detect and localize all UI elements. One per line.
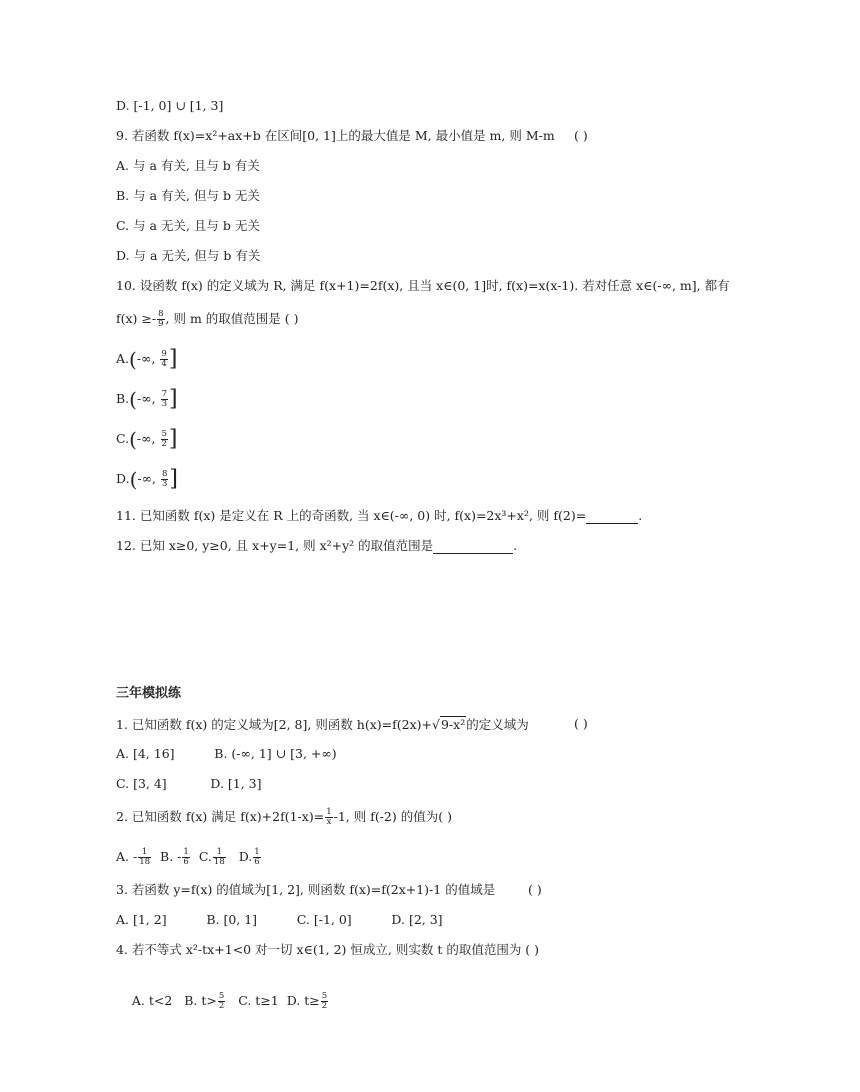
- answer-blank: [433, 541, 513, 554]
- q10-d-prefix: -∞,: [137, 471, 160, 486]
- q9-option-d: D. 与 a 无关, 但与 b 有关: [116, 248, 261, 263]
- close-bracket: ]: [169, 466, 178, 492]
- q10-option-d: [116, 466, 178, 492]
- practice-q4: 4. 若不等式 x²-tx+1<0 对一切 x∈(1, 2) 恒成立, 则实数 t 的取值范围为 ( ): [116, 942, 540, 957]
- s2-c-den: 18: [213, 857, 225, 867]
- open-paren: (: [129, 427, 137, 452]
- s1-answer-paren: ( ): [574, 716, 588, 731]
- s4-d-den: 2: [321, 1001, 328, 1011]
- q10-frac-den: 9: [158, 319, 164, 329]
- q10-d-label: D.: [116, 471, 130, 486]
- q10-frac-num: 8: [158, 309, 164, 319]
- s4-b-frac: [218, 992, 225, 1011]
- s4-cd-text: C. t≥1 D. t≥: [226, 993, 320, 1008]
- q10-c-frac: [161, 430, 168, 449]
- q11-text: 11. 已知函数 f(x) 是定义在 R 上的奇函数, 当 x∈(-∞, 0) 时, f(x)=2x³+x², 则 f(2)=: [116, 508, 587, 523]
- q10-a-num: 9: [161, 349, 167, 359]
- s3-options: A. [1, 2] B. [0, 1] C. [-1, 0] D. [2, 3]: [116, 912, 443, 927]
- s2-d-num: 1: [254, 847, 260, 857]
- q10-b-frac: [161, 390, 168, 409]
- q9-option-b: B. 与 a 有关, 但与 b 无关: [116, 188, 260, 203]
- s1-options-cd: C. [3, 4] D. [1, 3]: [116, 776, 262, 791]
- q10-a-frac: [160, 350, 167, 369]
- question-9: [116, 128, 555, 144]
- s4-d-frac: [321, 992, 328, 1011]
- close-bracket: ]: [168, 346, 178, 372]
- q9-text: 9. 若函数 f(x)=x²+ax+b 在区间[0, 1]上的最大值是 M, 最小值是 m, 则 M-m: [116, 128, 555, 143]
- s2-c-frac: [213, 848, 226, 867]
- q10-c-num: 5: [161, 429, 167, 439]
- q10-b-label: B.: [116, 391, 130, 406]
- practice-q3: 3. 若函数 y=f(x) 的值域为[1, 2], 则函数 f(x)=f(2x+1)-1 的值域是: [116, 882, 496, 897]
- question-12: [116, 538, 517, 554]
- s2-num: 1: [326, 807, 332, 817]
- q10-ineq: f(x) ≥-: [116, 311, 157, 326]
- q10-a-label: A.: [116, 351, 130, 366]
- q10-c-label: C.: [116, 431, 130, 446]
- s4-options: [116, 976, 329, 1027]
- s4-b-num: 5: [218, 991, 225, 1001]
- practice-q2: [116, 808, 452, 827]
- section-title: 三年模拟练: [116, 686, 182, 701]
- s2-c-label: C.: [198, 849, 212, 864]
- question-11: [116, 508, 642, 524]
- q10-d-frac: [161, 470, 168, 489]
- s2-a-frac: [138, 848, 151, 867]
- q10-option-a: [116, 346, 178, 372]
- s2-a-num: 1: [138, 848, 151, 858]
- q10-c-den: 2: [161, 439, 167, 449]
- s2-c-num: 1: [213, 848, 226, 858]
- q10-option-c: [116, 426, 178, 452]
- q9-option-c: C. 与 a 无关, 且与 b 无关: [116, 218, 260, 233]
- s2-d-frac: [253, 848, 260, 867]
- q8-option-d: D. [-1, 0] ∪ [1, 3]: [116, 98, 224, 113]
- open-paren: (: [129, 467, 138, 492]
- q9-answer-paren: ( ): [574, 128, 588, 143]
- q10-b-num: 7: [161, 389, 167, 399]
- s1-radicand: 9-x²: [440, 717, 466, 732]
- open-paren: (: [129, 387, 137, 412]
- question-10-line1: 10. 设函数 f(x) 的定义域为 R, 满足 f(x+1)=2f(x), 且当 x∈(0, 1]时, f(x)=x(x-1). 若对任意 x∈(-∞, m], 都有: [116, 278, 730, 293]
- s2-b-frac: [182, 848, 189, 867]
- q11-end: .: [638, 508, 643, 523]
- s2-tail: -1, 则 f(-2) 的值为( ): [333, 809, 452, 824]
- q10-b-prefix: -∞,: [136, 391, 160, 406]
- s2-b-num: 1: [183, 847, 189, 857]
- q9-option-a: A. 与 a 有关, 且与 b 有关: [116, 158, 260, 173]
- s3-answer-paren: ( ): [528, 882, 542, 897]
- s2-d-den: 6: [254, 857, 260, 867]
- s4-ab-text: A. t<2 B. t>: [131, 993, 217, 1008]
- close-bracket: ]: [169, 386, 178, 412]
- s2-den: x: [326, 817, 332, 827]
- s2-text: 2. 已知函数 f(x) 满足 f(x)+2f(1-x)=: [116, 809, 325, 824]
- q10-fraction: [157, 310, 164, 329]
- s1-tail: 的定义域为: [466, 717, 529, 732]
- answer-blank: [586, 511, 638, 524]
- s2-a-den: 18: [139, 857, 151, 867]
- s2-d-label: D.: [238, 849, 253, 864]
- s2-a-label: A. -: [116, 849, 138, 864]
- q10-d-den: 3: [161, 479, 168, 489]
- s1-options-ab: A. [4, 16] B. (-∞, 1] ∪ [3, +∞): [116, 746, 337, 761]
- practice-q1: [116, 716, 529, 733]
- close-bracket: ]: [168, 426, 178, 452]
- s2-options: [116, 848, 262, 867]
- s2-fraction: [325, 808, 332, 827]
- q12-end: .: [513, 538, 518, 553]
- q10-c-prefix: -∞,: [136, 431, 160, 446]
- sqrt-icon: √: [432, 717, 440, 732]
- q10-b-den: 3: [161, 399, 167, 409]
- s1-text: 1. 已知函数 f(x) 的定义域为[2, 8], 则函数 h(x)=f(2x)+: [116, 717, 432, 732]
- q10-a-den: 4: [161, 359, 167, 369]
- question-10-line2: [116, 310, 298, 329]
- s2-b-label: B. -: [160, 849, 182, 864]
- s2-b-den: 6: [183, 857, 189, 867]
- q10-d-num: 8: [161, 469, 168, 479]
- q10-tail: , 则 m 的取值范围是 ( ): [165, 311, 299, 326]
- s4-d-num: 5: [321, 991, 328, 1001]
- q12-text: 12. 已知 x≥0, y≥0, 且 x+y=1, 则 x²+y² 的取值范围是: [116, 538, 434, 553]
- open-paren: (: [129, 347, 137, 372]
- q10-a-prefix: -∞,: [136, 351, 160, 366]
- q10-option-b: [116, 386, 178, 412]
- s4-b-den: 2: [218, 1001, 225, 1011]
